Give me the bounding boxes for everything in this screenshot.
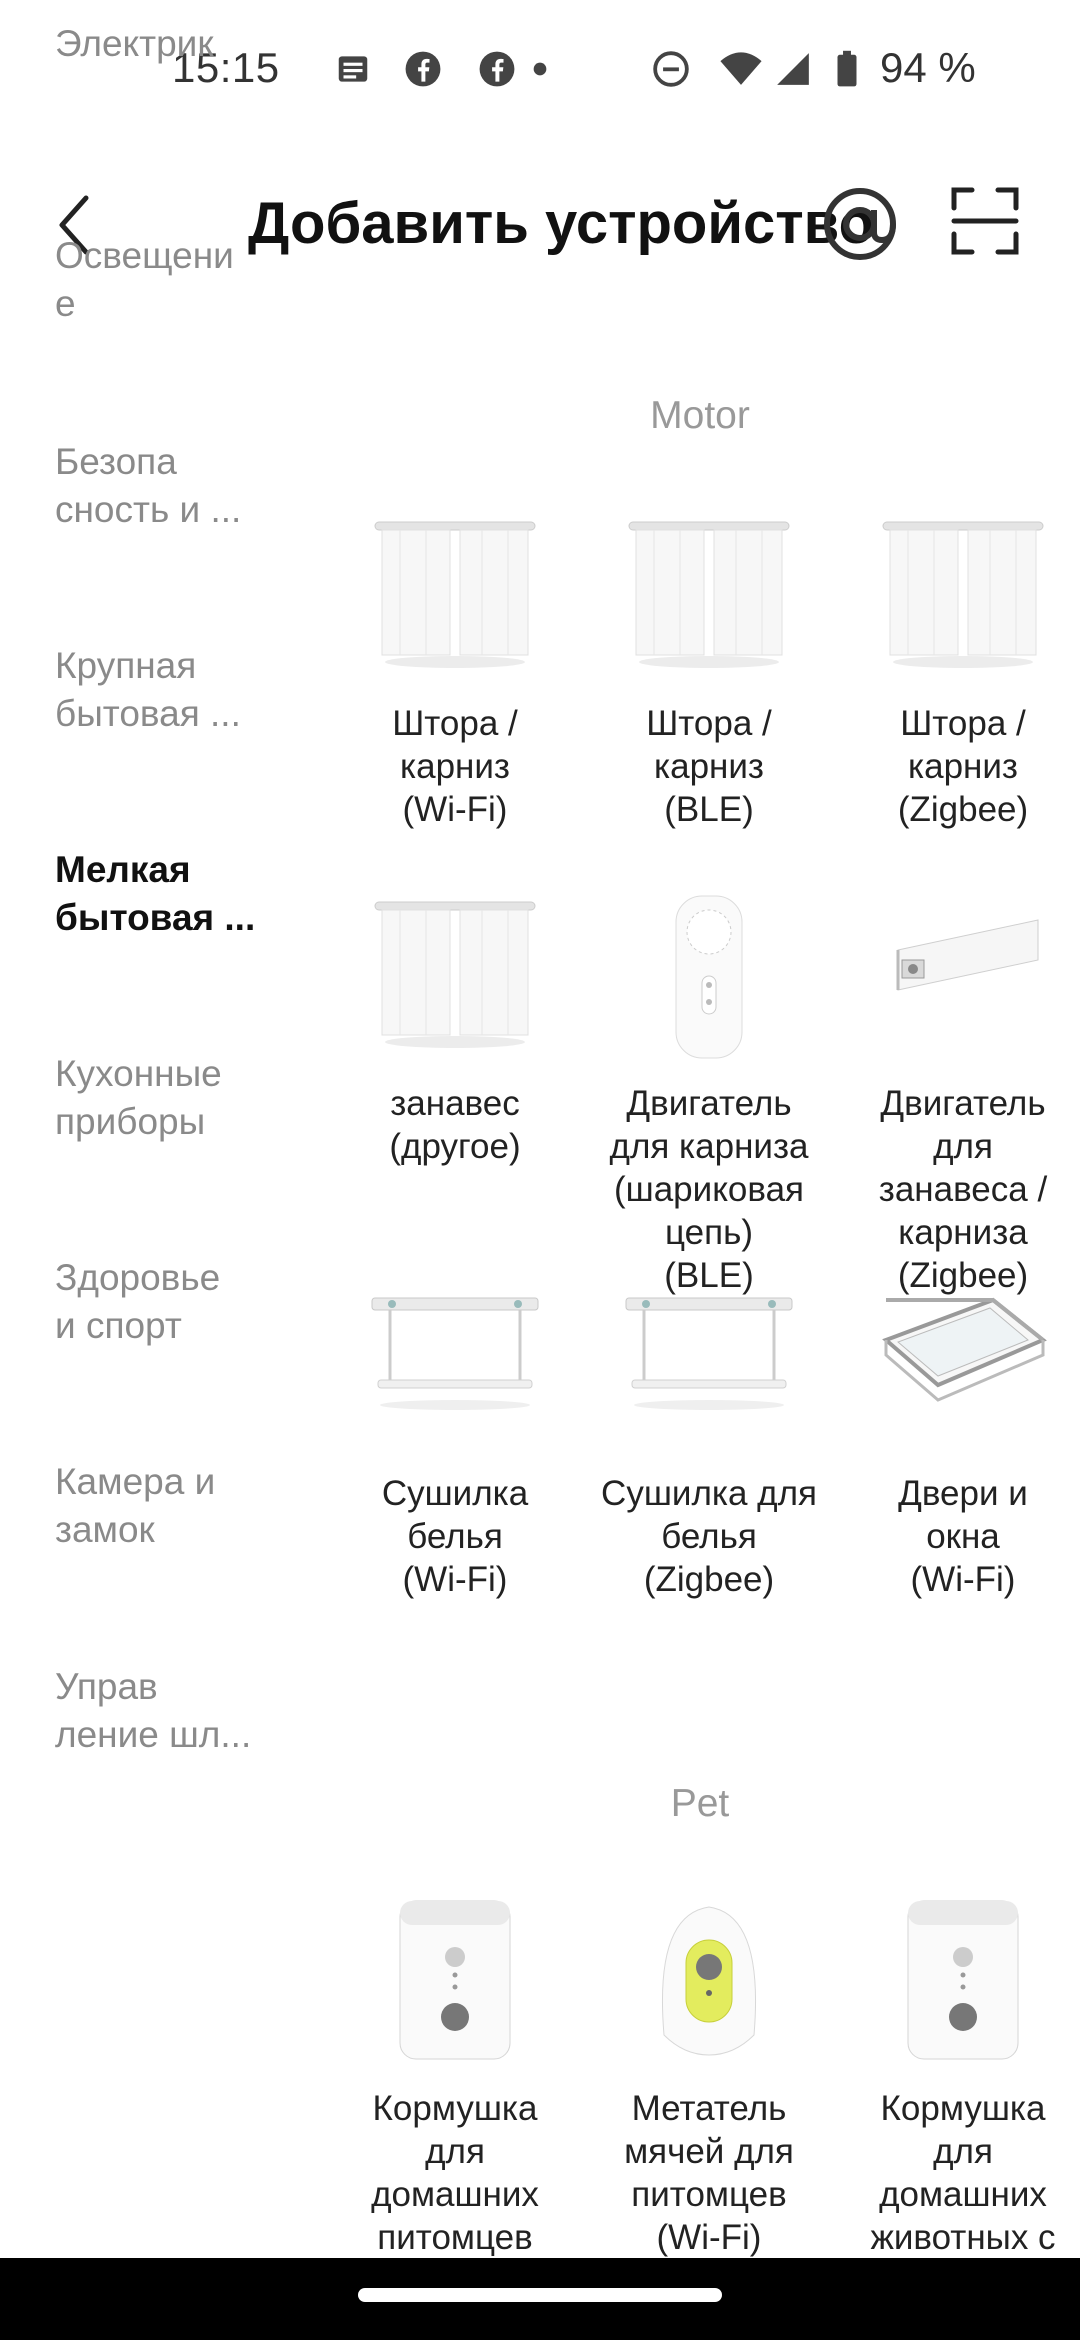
- device-card[interactable]: [584, 510, 834, 831]
- navigation-bar: [0, 2258, 1080, 2340]
- device-card[interactable]: [584, 1280, 834, 1601]
- sidebar-item[interactable]: Освещени е: [55, 235, 234, 324]
- device-label: Двигатель для карниза (шариковая цепь) (BLE): [609, 1084, 809, 1295]
- device-card[interactable]: [330, 1280, 580, 1601]
- sidebar-item[interactable]: Безопа сность и ...: [55, 441, 242, 530]
- status-time: 15:15: [172, 44, 280, 91]
- signal-icon: [774, 50, 812, 88]
- pet-feeder-icon: [878, 1895, 1048, 2065]
- clothes-dryer-icon: [370, 1280, 540, 1450]
- device-label: Кормушка для домашних питомцев: [371, 2089, 539, 2257]
- scan-icon[interactable]: [950, 186, 1020, 256]
- facebook-icon: [404, 50, 442, 88]
- dnd-icon: [652, 50, 690, 88]
- device-label: Двигатель для занавеса / карниза (Zigbee): [878, 1084, 1048, 1295]
- device-card[interactable]: [838, 1895, 1080, 2259]
- device-card[interactable]: [584, 1895, 834, 2259]
- curtain-icon: [624, 510, 794, 680]
- sidebar-item[interactable]: Мелкая бытовая ...: [55, 849, 256, 938]
- curtain-icon: [370, 890, 540, 1060]
- sidebar-item[interactable]: Камера и замок: [55, 1461, 216, 1550]
- sidebar-item[interactable]: Крупная бытовая ...: [55, 645, 241, 734]
- at-sign-icon[interactable]: [820, 184, 900, 264]
- clothes-dryer-icon: [624, 1280, 794, 1450]
- rail-motor-icon: [878, 890, 1048, 1060]
- pet-feeder-icon: [370, 1895, 540, 2065]
- wifi-icon: [718, 50, 764, 88]
- battery-percent: 94 %: [880, 44, 976, 91]
- device-card[interactable]: [838, 510, 1080, 831]
- chain-motor-icon: [624, 890, 794, 1060]
- sidebar-item[interactable]: Управ ление шл...: [55, 1666, 252, 1755]
- sidebar-item[interactable]: Здоровье и спорт: [55, 1257, 221, 1346]
- device-label: Двери и окна (Wi-Fi): [898, 1474, 1028, 1599]
- device-label: Штора / карниз (Wi-Fi): [392, 704, 518, 829]
- dot-icon: [530, 50, 550, 88]
- sidebar-item[interactable]: Кухонные приборы: [55, 1053, 222, 1142]
- device-card[interactable]: [838, 890, 1080, 1297]
- ball-launcher-icon: [624, 1895, 794, 2065]
- device-card[interactable]: [330, 1895, 580, 2259]
- device-label: Штора / карниз (Zigbee): [897, 704, 1029, 829]
- window-icon: [878, 1280, 1048, 1450]
- facebook-icon: [478, 50, 516, 88]
- device-label: Метатель мячей для питомцев (Wi-Fi): [624, 2089, 794, 2257]
- device-card[interactable]: [330, 510, 580, 831]
- page-title: Добавить устройство: [248, 191, 874, 256]
- home-indicator[interactable]: [358, 2288, 722, 2302]
- sidebar-item[interactable]: Электрик: [55, 23, 214, 64]
- curtain-icon: [878, 510, 1048, 680]
- device-card[interactable]: [584, 890, 834, 1297]
- battery-icon: [832, 50, 862, 88]
- device-label: Кормушка для домашних животных с: [870, 2089, 1056, 2257]
- news-icon: [334, 50, 372, 88]
- device-label: Штора / карниз (BLE): [646, 704, 772, 829]
- curtain-icon: [370, 510, 540, 680]
- device-label: Сушилка для белья (Zigbee): [601, 1474, 817, 1599]
- device-label: Сушилка белья (Wi-Fi): [381, 1474, 529, 1599]
- section-title: Pet: [670, 1782, 730, 1825]
- device-label: занавес (другое): [389, 1084, 521, 1166]
- device-card[interactable]: [330, 890, 580, 1168]
- device-card[interactable]: [838, 1280, 1080, 1601]
- section-title: Motor: [650, 394, 750, 437]
